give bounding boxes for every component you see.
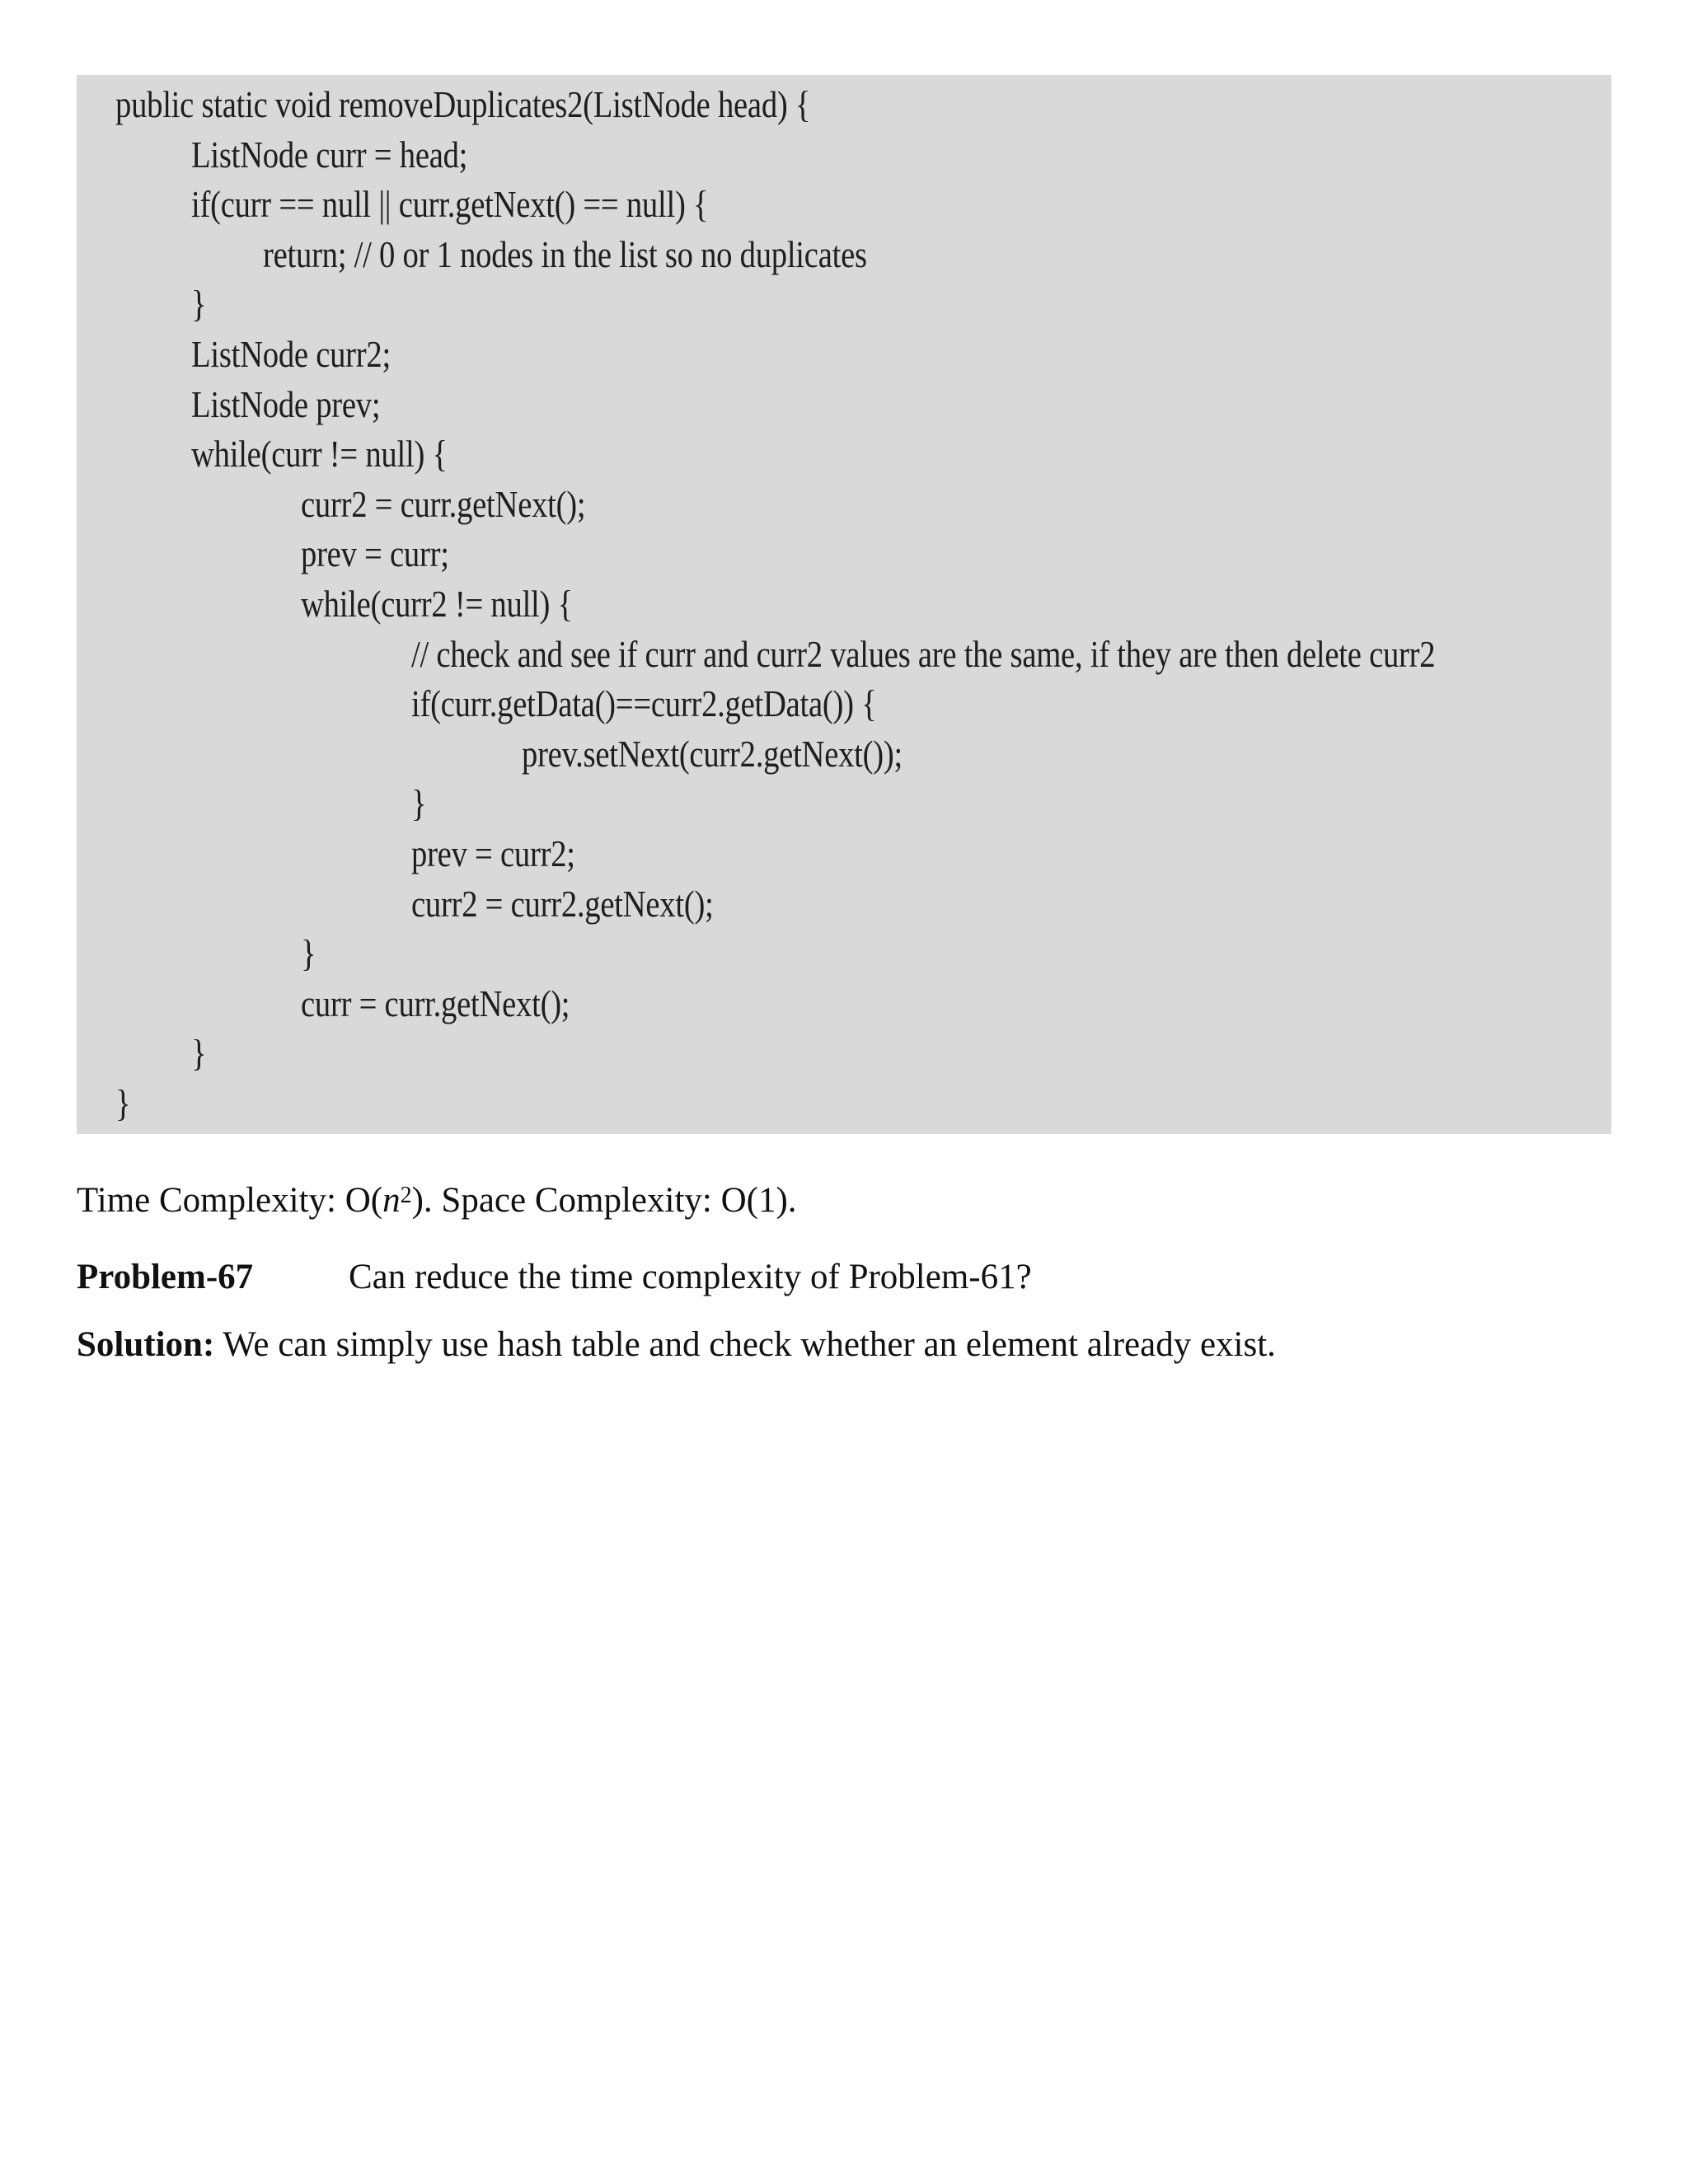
code-line: prev = curr; — [301, 532, 449, 575]
code-line: ListNode curr = head; — [191, 133, 468, 176]
complexity-variable: n — [382, 1181, 401, 1220]
complexity-line — [77, 1179, 797, 1223]
code-line: ListNode prev; — [191, 382, 381, 425]
code-line: // check and see if curr and curr2 values are the same, if they are then delete curr2 — [411, 632, 1436, 675]
code-line: while(curr != null) { — [191, 433, 448, 476]
code-line: ListNode curr2; — [191, 333, 391, 375]
complexity-exponent: 2 — [400, 1183, 412, 1208]
code-line: if(curr.getData()==curr2.getData()) { — [411, 682, 877, 725]
code-line: } — [301, 932, 316, 975]
solution-label: Solution: — [77, 1325, 215, 1364]
code-line: } — [115, 1082, 131, 1124]
problem-text: Can reduce the time complexity of Problem-61? — [349, 1258, 1032, 1296]
code-listing — [77, 75, 1611, 1134]
code-line: curr2 = curr.getNext(); — [301, 482, 586, 525]
code-line: } — [411, 782, 427, 825]
code-line: while(curr2 != null) { — [301, 583, 573, 625]
problem-label: Problem-67 — [77, 1258, 254, 1296]
code-line: curr = curr.getNext(); — [301, 982, 570, 1024]
solution-line — [77, 1323, 1276, 1367]
code-line: return; // 0 or 1 nodes in the list so no duplicates — [263, 232, 867, 275]
problem-line — [77, 1255, 1643, 1300]
code-line: prev.setNext(curr2.getNext()); — [522, 732, 903, 775]
code-line: prev = curr2; — [411, 832, 575, 874]
code-line: public static void removeDuplicates2(ListNode head) { — [115, 83, 811, 125]
code-line: } — [191, 1032, 207, 1075]
code-line: if(curr == null || curr.getNext() == null) { — [191, 183, 709, 226]
code-line: curr2 = curr2.getNext(); — [411, 882, 714, 925]
code-line: } — [191, 283, 207, 326]
complexity-prefix: Time Complexity: O( — [77, 1181, 383, 1220]
complexity-suffix: ). Space Complexity: O(1). — [411, 1181, 797, 1220]
solution-text: We can simply use hash table and check whether an element already exist. — [214, 1325, 1276, 1364]
